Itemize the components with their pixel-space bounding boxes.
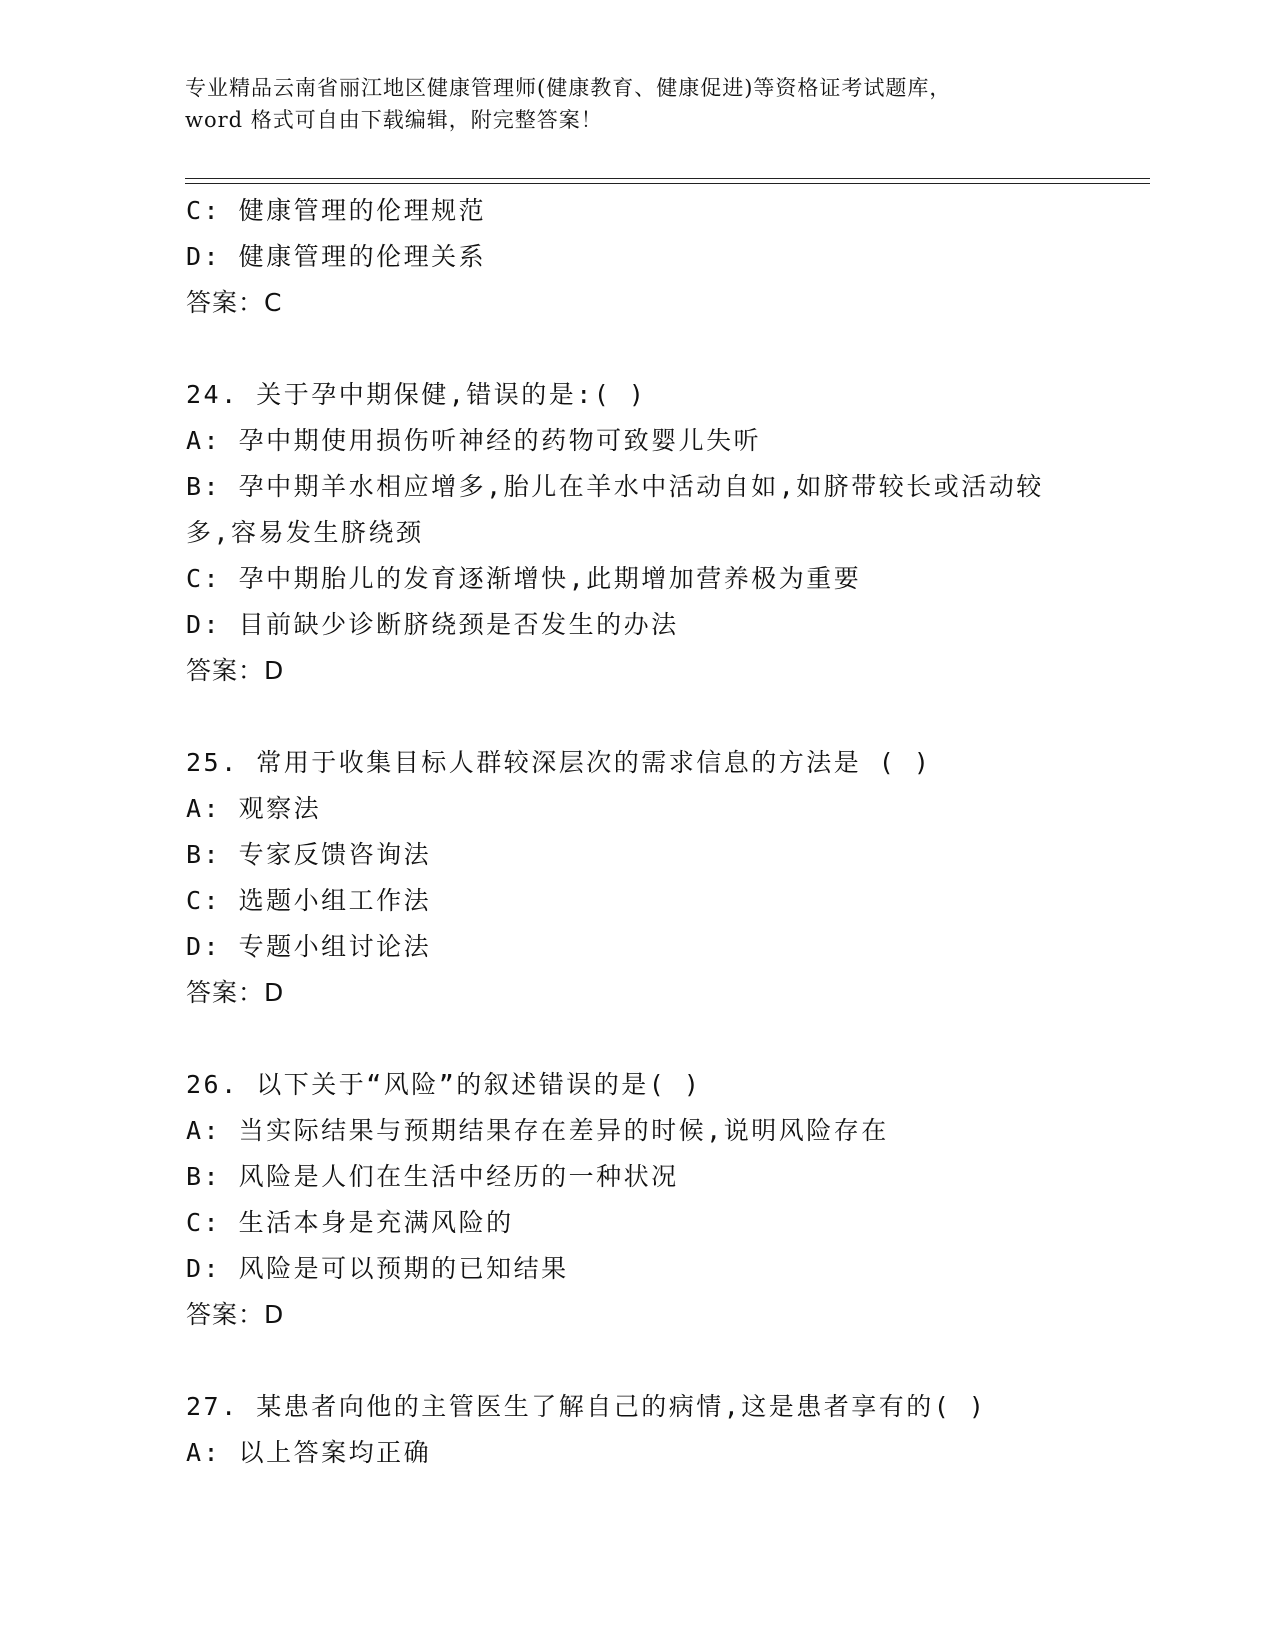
- question-24-block: [186, 372, 1086, 694]
- question-23-answer: 答案：C: [186, 288, 283, 317]
- question-24-option-d: D: 目前缺少诊断脐绕颈是否发生的办法: [186, 610, 679, 639]
- question-25-option-d: D: 专题小组讨论法: [186, 932, 432, 961]
- spacer: [186, 694, 1086, 740]
- header-title-line-1: 专业精品云南省丽江地区健康管理师(健康教育、健康促进)等资格证考试题库，: [185, 76, 952, 100]
- question-27-block: [186, 1384, 1086, 1476]
- question-26-text: 26. 以下关于“风险”的叙述错误的是( ): [186, 1070, 702, 1099]
- question-24-text: 24. 关于孕中期保健,错误的是:( ): [186, 380, 647, 409]
- question-26-option-a: A: 当实际结果与预期结果存在差异的时候,说明风险存在: [186, 1116, 889, 1145]
- header-divider-bottom: [185, 183, 1150, 184]
- document-header: [185, 72, 1065, 136]
- question-26-option-c: C: 生活本身是充满风险的: [186, 1208, 514, 1237]
- question-24-option-c: C: 孕中期胎儿的发育逐渐增快,此期增加营养极为重要: [186, 564, 862, 593]
- question-26-option-d: D: 风险是可以预期的已知结果: [186, 1254, 569, 1283]
- question-25-text: 25. 常用于收集目标人群较深层次的需求信息的方法是 ( ): [186, 748, 932, 777]
- question-27-text: 27. 某患者向他的主管医生了解自己的病情,这是患者享有的( ): [186, 1392, 987, 1421]
- question-26-answer: 答案：D: [186, 1300, 285, 1329]
- question-25-answer: 答案：D: [186, 978, 285, 1007]
- question-26-block: [186, 1062, 1086, 1338]
- header-divider-top: [185, 178, 1150, 179]
- question-24-option-b-line-1: B: 孕中期羊水相应增多,胎儿在羊水中活动自如,如脐带较长或活动较: [186, 472, 1044, 501]
- question-23-option-c: C: 健康管理的伦理规范: [186, 196, 487, 225]
- question-26-option-b: B: 风险是人们在生活中经历的一种状况: [186, 1162, 679, 1191]
- spacer: [186, 1016, 1086, 1062]
- question-25-option-b: B: 专家反馈咨询法: [186, 840, 432, 869]
- spacer: [186, 326, 1086, 372]
- question-24-answer: 答案：D: [186, 656, 285, 685]
- question-25-option-a: A: 观察法: [186, 794, 322, 823]
- header-title-line-2: word 格式可自由下载编辑，附完整答案！: [185, 108, 603, 132]
- question-25-block: [186, 740, 1086, 1016]
- question-list: [186, 188, 1086, 1476]
- question-23-block: [186, 188, 1086, 326]
- question-25-option-c: C: 选题小组工作法: [186, 886, 432, 915]
- spacer: [186, 1338, 1086, 1384]
- question-27-option-a: A: 以上答案均正确: [186, 1438, 432, 1467]
- question-24-option-a: A: 孕中期使用损伤听神经的药物可致婴儿失听: [186, 426, 762, 455]
- question-24-option-b-line-2: 多,容易发生脐绕颈: [186, 518, 424, 547]
- question-23-option-d: D: 健康管理的伦理关系: [186, 242, 487, 271]
